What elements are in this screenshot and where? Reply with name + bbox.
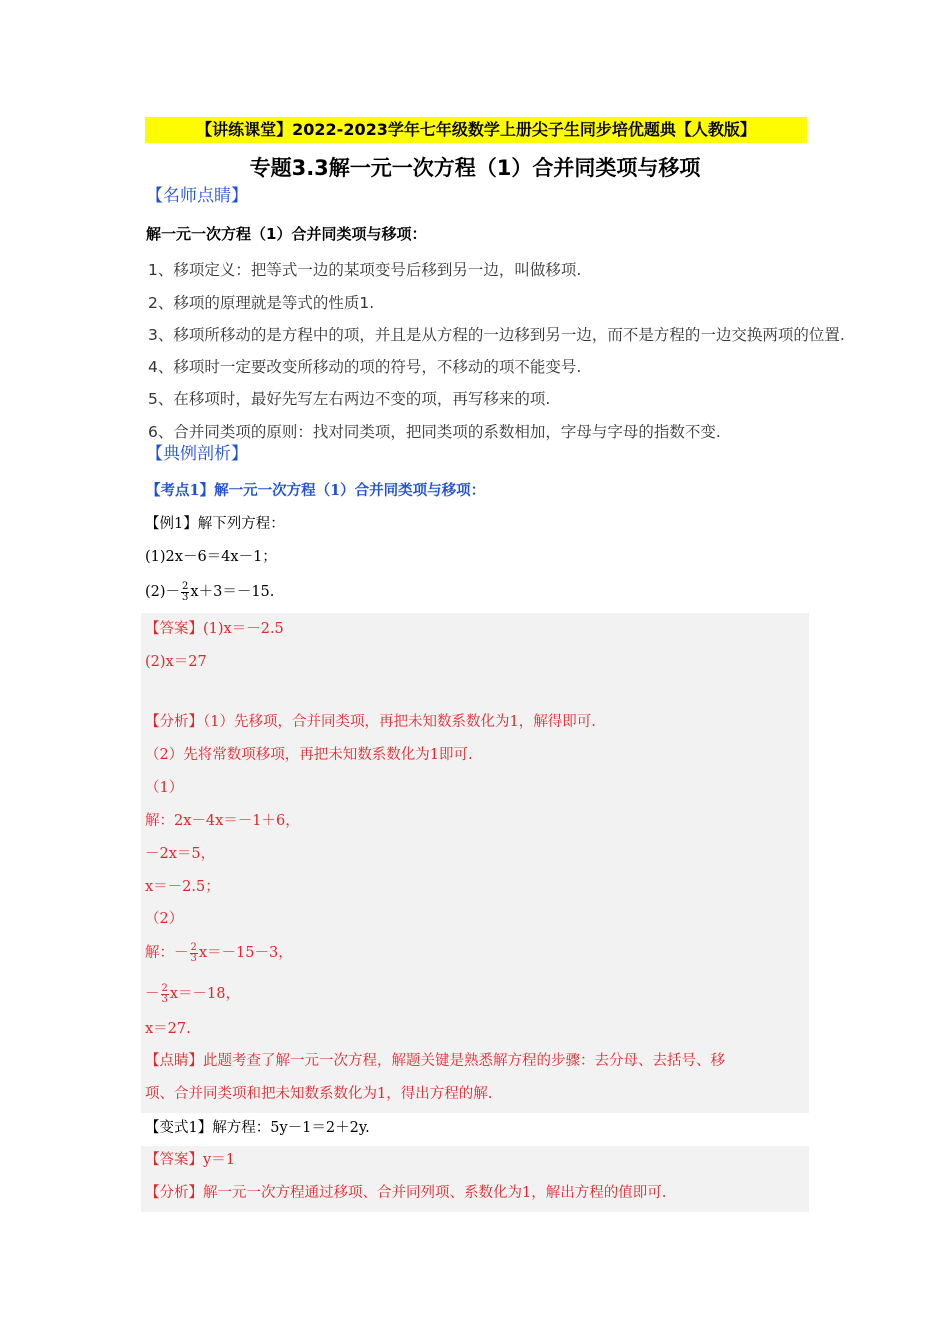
variant1-analysis: 【分析】解一元一次方程通过移项、合并同列项、系数化为1，解出方程的值即可. — [145, 1185, 667, 1201]
section-teacher-tips: 【名师点睛】 — [146, 186, 248, 206]
example1-analysis-2: （2）先将常数项移项，再把未知数系数化为1即可. — [145, 747, 473, 763]
page-title: 专题3.3解一元一次方程（1）合并同类项与移项 — [249, 156, 701, 180]
example1-step-1a: 解：2x－4x＝－1＋6， — [145, 813, 300, 829]
example1-equation-2: (2)－ $\frac{2}{3}$ x＋3＝－15. — [145, 580, 275, 603]
example1-solution-box — [141, 613, 809, 1113]
variant1-answer: 【答案】y＝1 — [145, 1152, 235, 1168]
example1-analysis-1: 【分析】（1）先移项，合并同类项，再把未知数系数化为1，解得即可. — [145, 714, 596, 730]
example1-answer-2: (2)x＝27 — [145, 654, 207, 670]
example1-step-2b: － $\frac{2}{3}$ x＝－18， — [145, 982, 241, 1005]
example1-step-2a: 解：－ $\frac{2}{3}$ x＝－15－3， — [145, 941, 293, 964]
tip-rule-4: 4、移项时一定要改变所移动的项的符号，不移动的项不能变号. — [148, 358, 582, 376]
example1-step-1c: x＝－2.5； — [145, 879, 220, 895]
example1-comment-2: 项、合并同类项和把未知数系数化为1，得出方程的解. — [145, 1086, 493, 1102]
tip-rule-2: 2、移项的原理就是等式的性质1. — [148, 294, 375, 312]
example1-part2-label: （2） — [145, 911, 184, 927]
fraction-two-thirds: $\frac{2}{3}$ — [182, 580, 189, 603]
example1-answer-1: 【答案】(1)x＝－2.5 — [145, 621, 284, 637]
example1-comment-1: 【点睛】此题考查了解一元一次方程，解题关键是熟悉解方程的步骤：去分母、去括号、移 — [145, 1053, 725, 1069]
kaodian-heading: 【考点1】解一元一次方程（1）合并同类项与移项： — [146, 482, 486, 499]
example1-step-1b: －2x＝5， — [145, 846, 216, 862]
section-examples: 【典例剖析】 — [146, 444, 248, 464]
tip-rule-3: 3、移项所移动的是方程中的项，并且是从方程的一边移到另一边，而不是方程的一边交换两项的位置. — [148, 326, 845, 344]
tip-rule-1: 1、移项定义：把等式一边的某项变号后移到另一边，叫做移项. — [148, 261, 582, 279]
example1-step-2c: x＝27. — [145, 1021, 191, 1037]
example1-part1-label: （1） — [145, 780, 184, 796]
example1-label: 【例1】解下列方程： — [145, 516, 285, 532]
tip-rule-6: 6、合并同类项的原则：找对同类项，把同类项的系数相加，字母与字母的指数不变. — [148, 423, 721, 441]
header-banner: 【讲练课堂】2022-2023学年七年级数学上册尖子生同步培优题典【人教版】 — [145, 117, 807, 143]
example1-equation-1: (1)2x－6＝4x－1； — [145, 549, 277, 565]
tip-rule-5: 5、在移项时，最好先写左右两边不变的项，再写移来的项. — [148, 390, 551, 408]
variant1-label: 【变式1】解方程：5y－1＝2＋2y. — [145, 1120, 370, 1136]
tips-heading: 解一元一次方程（1）合并同类项与移项： — [146, 225, 427, 243]
